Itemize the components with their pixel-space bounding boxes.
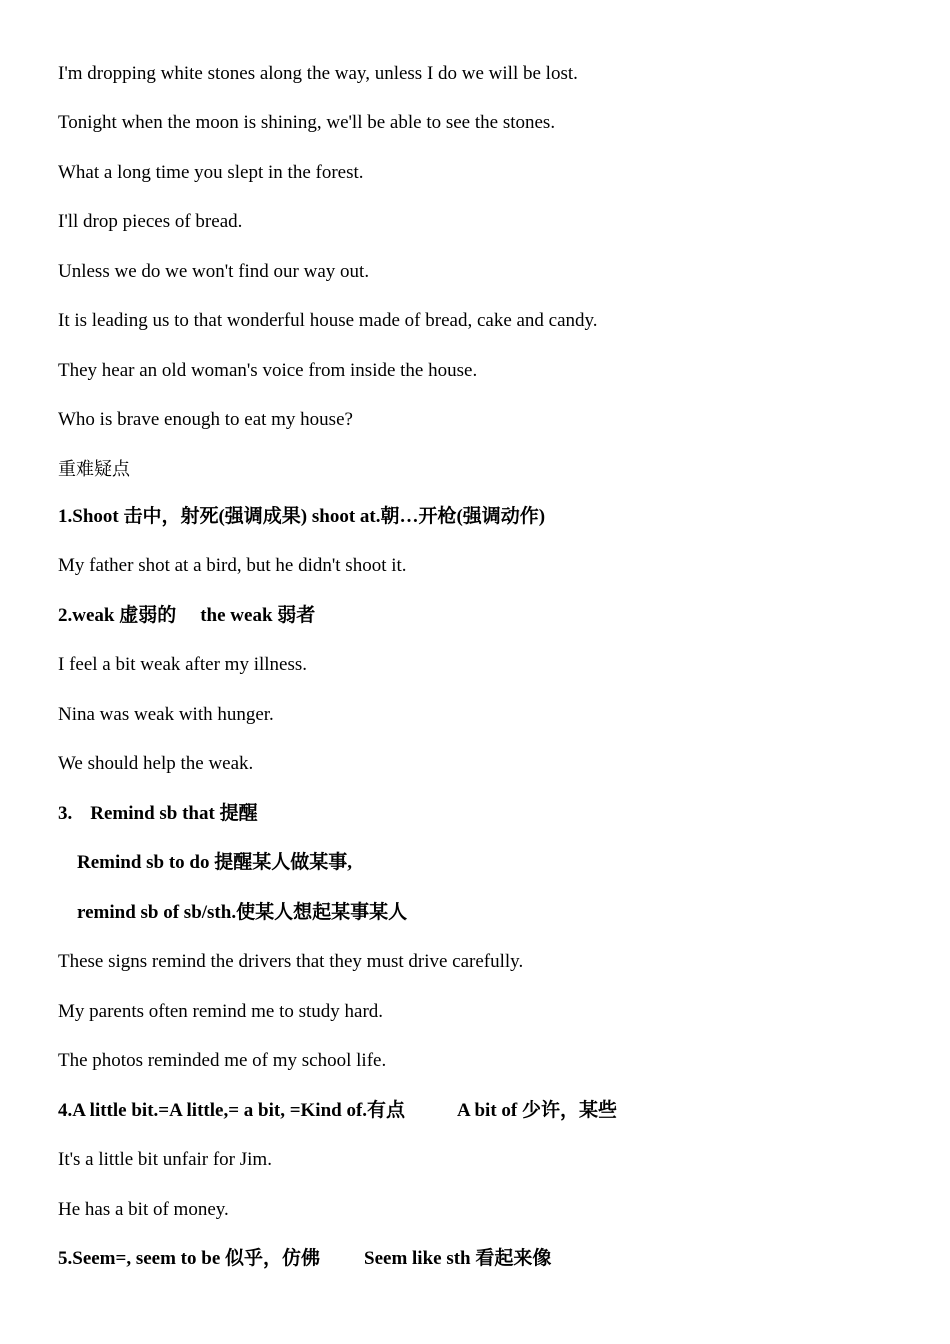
example-sentence: Nina was weak with hunger. [58,704,274,725]
item4-heading-part2: A bit of 少许，某些 [457,1100,617,1121]
sentence-line: I'll drop pieces of bread. [58,211,243,232]
example-sentence: He has a bit of money. [58,1199,229,1220]
sentence-line: Unless we do we won't find our way out. [58,261,370,282]
item3-subheading: remind sb of sb/sth.使某人想起某事某人 [77,902,408,923]
item4-heading [58,1099,617,1123]
item2-heading [58,604,315,628]
example-sentence: I feel a bit weak after my illness. [58,654,308,675]
item3-subheading: Remind sb to do 提醒某人做某事, [77,852,352,873]
item5-heading-part2: Seem like sth 看起来像 [364,1248,552,1269]
example-sentence: The photos reminded me of my school life. [58,1050,387,1071]
item2-heading-part1: 2.weak 虚弱的 [58,605,177,626]
example-sentence: These signs remind the drivers that they must drive carefully. [58,951,524,972]
section-heading: 重难疑点 [58,459,130,480]
item1-heading: 1.Shoot 击中，射死(强调成果) shoot at.朝…开枪(强调动作) [58,506,546,527]
item5-heading [58,1247,551,1271]
example-sentence: It's a little bit unfair for Jim. [58,1149,272,1170]
item3-heading-text: Remind sb that 提醒 [90,803,258,824]
example-sentence: We should help the weak. [58,753,254,774]
example-sentence: My father shot at a bird, but he didn't shoot it. [58,555,407,576]
sentence-line: Who is brave enough to eat my house? [58,409,353,430]
sentence-line: What a long time you slept in the forest. [58,162,364,183]
sentence-line: Tonight when the moon is shining, we'll be able to see the stones. [58,112,556,133]
item3-heading [58,802,258,826]
sentence-line: They hear an old woman's voice from inside the house. [58,360,478,381]
sentence-line: It is leading us to that wonderful house made of bread, cake and candy. [58,310,598,331]
example-sentence: My parents often remind me to study hard. [58,1001,384,1022]
item4-heading-part1: 4.A little bit.=A little,= a bit, =Kind of.有点 [58,1100,406,1121]
item2-heading-part2: the weak 弱者 [200,605,316,626]
item5-heading-part1: 5.Seem=, seem to be 似乎，仿佛 [58,1248,321,1269]
item3-number: 3. [58,803,73,824]
sentence-line: I'm dropping white stones along the way, unless I do we will be lost. [58,63,578,84]
